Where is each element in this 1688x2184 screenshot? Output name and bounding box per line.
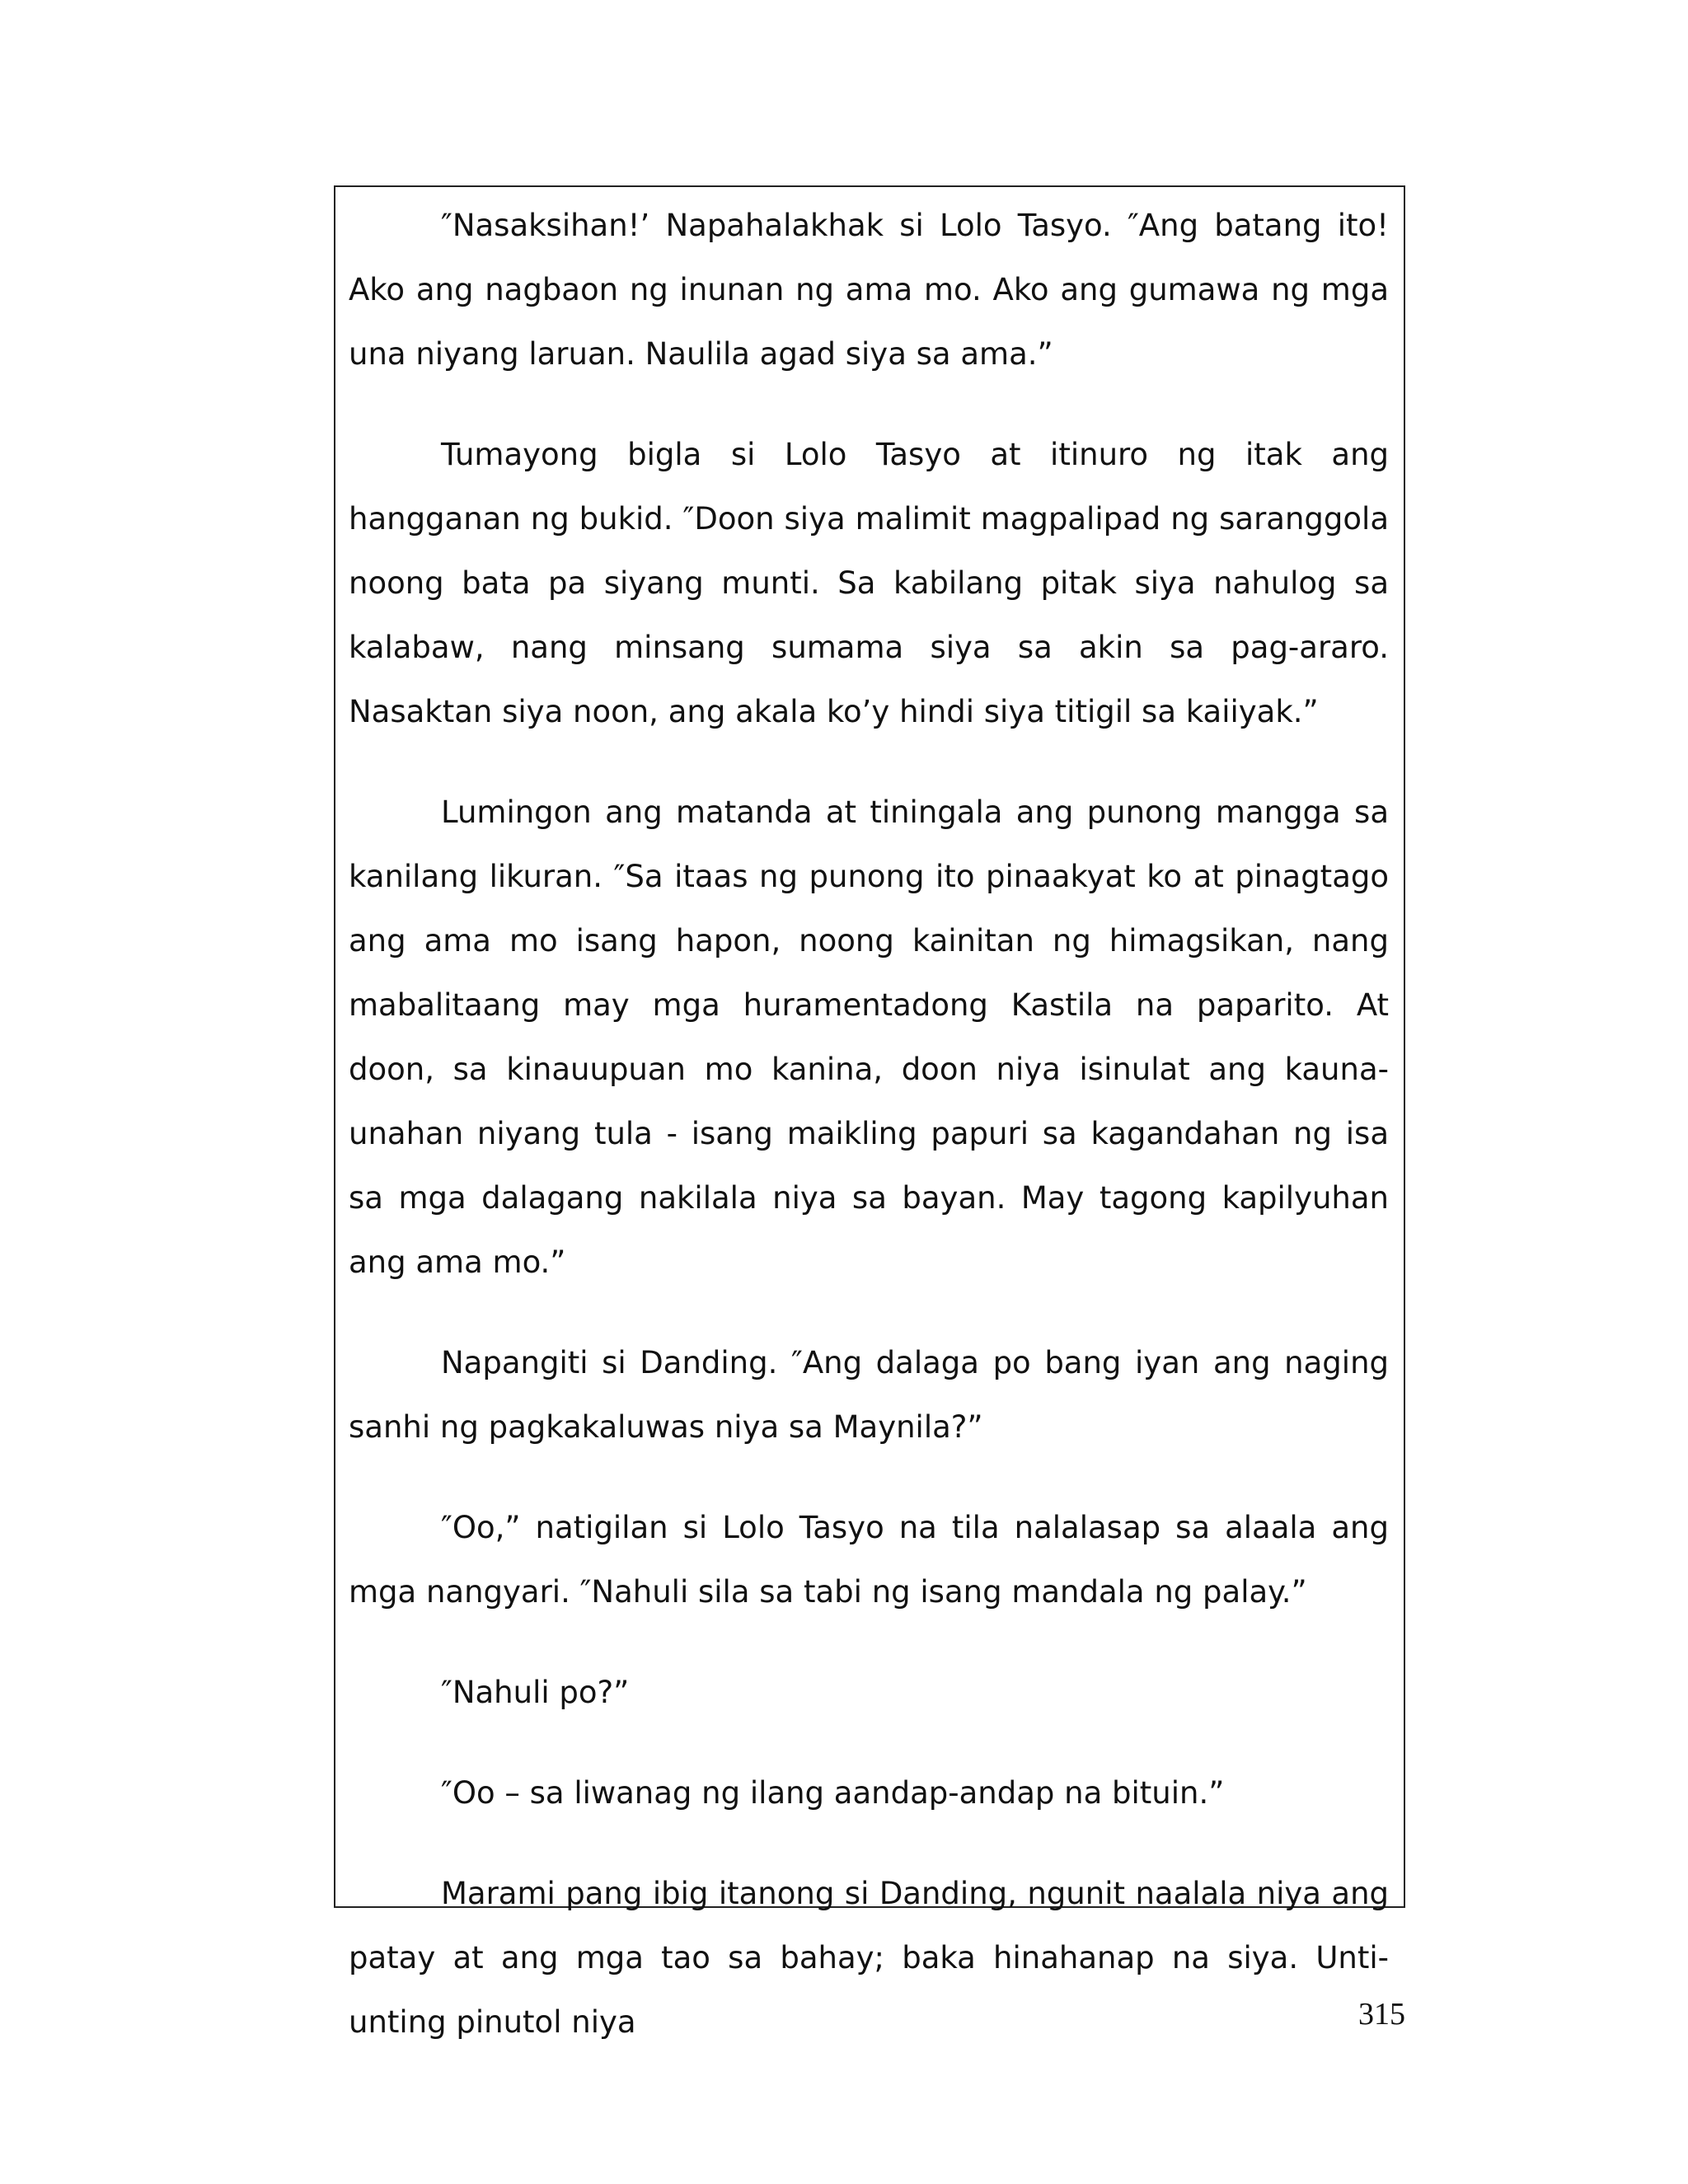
page-number: 315 (1358, 1997, 1405, 2032)
paragraph: ″Nahuli po?” (441, 1675, 630, 1710)
paragraph: Napangiti si Danding. ″Ang dalaga po bang iyan ang naging sanhi ng pagkakaluwas niya sa Maynila?” (349, 1345, 1389, 1445)
paragraph: Tumayong bigla si Lolo Tasyo at itinuro ng itak ang hangganan ng bukid. ″Doon siya malimit magpalipad ng saranggola noong bata pa siyang munti. Sa kabilang pitak siya nahulog sa kalabaw, nang minsang sumama siya sa akin sa pag-araro. Nasaktan siya noon, ang akala ko’y hindi siya titigil sa kaiiyak.” (349, 437, 1389, 729)
paragraph: ″Nasaksihan!’ Napahalakhak si Lolo Tasyo. ″Ang batang ito! Ako ang nagbaon ng inunan ng ama mo. Ako ang gumawa ng mga una niyang laruan. Naulila agad siya sa ama.” (349, 208, 1389, 372)
paragraph: Lumingon ang matanda at tiningala ang punong mangga sa kanilang likuran. ″Sa itaas ng punong ito pinaakyat ko at pinagtago ang ama mo isang hapon, noong kainitan ng himagsikan, nang mabalitaang may mga huramentadong Kastila na paparito. At doon, sa kinauupuan mo kanina, doon niya isinulat ang kauna-unahan niyang tula - isang maikling papuri sa kagandahan ng isa sa mga dalagang nakilala niya sa bayan. May tagong kapilyuhan ang ama mo.” (349, 794, 1389, 1280)
paragraph: Marami pang ibig itanong si Danding, ngunit naalala niya ang patay at ang mga tao sa bahay; baka hinahanap na siya. Unti-unting pinutol niya (349, 1876, 1389, 2040)
paragraph: ″Oo – sa liwanag ng ilang aandap-andap na bituin.” (441, 1775, 1225, 1811)
paragraph: ″Oo,” natigilan si Lolo Tasyo na tila nalalasap sa alaala ang mga nangyari. ″Nahuli sila sa tabi ng isang mandala ng palay.” (349, 1510, 1389, 1610)
